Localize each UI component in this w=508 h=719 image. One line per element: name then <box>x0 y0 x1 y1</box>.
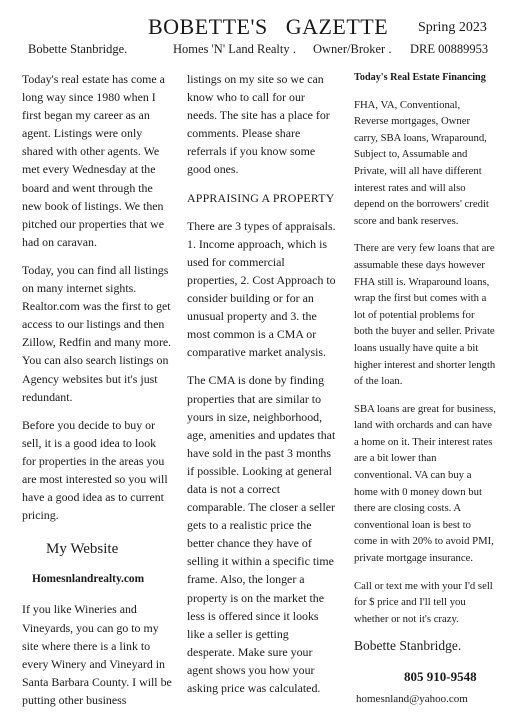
cma-paragraph: The CMA is done by finding properties that are similar to yours in size, neighborhood, age, amenities and updates that have sold in the past 3 months if possible. Looking at general data is not a correct comparable. The closer a seller gets to a realistic price the better chance they have of selling it within a specific time frame. Also, the longer a property is on the market the less is offered since it looks like a seller is getting desperate. Make sure your agent shows you how your asking price was calculated. <box>187 373 336 695</box>
byline <box>0 42 508 60</box>
author-name: Bobette Stanbridge. <box>28 42 128 56</box>
column-3 <box>354 70 496 707</box>
email-address: homesnland@yahoo.com <box>356 692 468 705</box>
issue-date: Spring 2023 <box>418 20 487 35</box>
pricing-paragraph: Before you decide to buy or sell, it is a good idea to look for properties in the areas you are most interested so you will have a good idea as to current pricing. <box>22 417 168 523</box>
loan-types-paragraph: FHA, VA, Conventional, Reverse mortgages, Owner carry, SBA loans, Wraparound, Subject to, Assumable and Private, will all have different interest rates and will also depend on the borrowers' credit score and bank reserves. <box>354 98 489 227</box>
site-listings-paragraph: listings on my site so we can know who to call for our needs. The site has a place for comments. Please share referrals if you know some good ones. <box>187 72 330 177</box>
newsletter-title: BOBETTE'S GAZETTE <box>148 14 389 39</box>
intro-paragraph: Today's real estate has come a long way since 1980 when I first began my career as an agent. Listings were only shared with other agents. We met every Wednesday at the board and went through the new book of listings. We then pitched our properties that we had on caravan. <box>22 72 165 249</box>
column-2 <box>187 70 337 707</box>
appraisal-types-paragraph: There are 3 types of appraisals. 1. Income approach, which is used for commercial properties, 2. Cost Approach to consider building or for an unusual property and 3. the most common is a CMA or comparative market analysis. <box>187 218 336 360</box>
listings-paragraph: Today, you can find all listings on many internet sights. Realtor.com was the first to get access to our listings and then Zillow, Redfin and many more. You can also search listings on Agency websites but it's just redundant. <box>22 262 172 404</box>
signature: Bobette Stanbridge. <box>354 638 462 654</box>
appraising-heading: APPRAISING A PROPERTY <box>187 190 335 205</box>
column-1 <box>22 70 172 719</box>
website-url: Homesnlandrealty.com <box>32 573 145 586</box>
website-heading: My Website <box>46 541 119 558</box>
author-role: Owner/Broker . <box>313 42 392 56</box>
call-to-action-paragraph: Call or text me with your I'd sell for $ price and I'll tell you whether or not it's crazy. <box>354 579 493 625</box>
phone-number: 805 910-9548 <box>404 669 477 684</box>
sba-loans-paragraph: SBA loans are great for business, land with orchards and can have a home on it. Their interest rates are a bit lower than conventional. VA can buy a home with 0 money down but there are closing costs. A conventional loan is best to come in with 20% to avoid PMI, private mortgage insurance. <box>354 402 496 565</box>
license-number: DRE 00889953 <box>410 42 489 56</box>
financing-heading: Today's Real Estate Financing <box>354 72 486 83</box>
assumable-loans-paragraph: There are very few loans that are assumable these days however FHA still is. Wraparound loans, wrap the first but comes with a lot of potential problems for both the buyer and seller. Private loans usually have quite a bit higher interest and shorter length of the loan. <box>354 242 496 388</box>
wineries-paragraph: If you like Wineries and Vineyards, you can go to my site where there is a link to every Winery and Vineyard in Santa Barbara County. I will be putting other business <box>22 602 172 707</box>
masthead <box>0 14 508 42</box>
company-name: Homes 'N' Land Realty . <box>173 42 296 56</box>
